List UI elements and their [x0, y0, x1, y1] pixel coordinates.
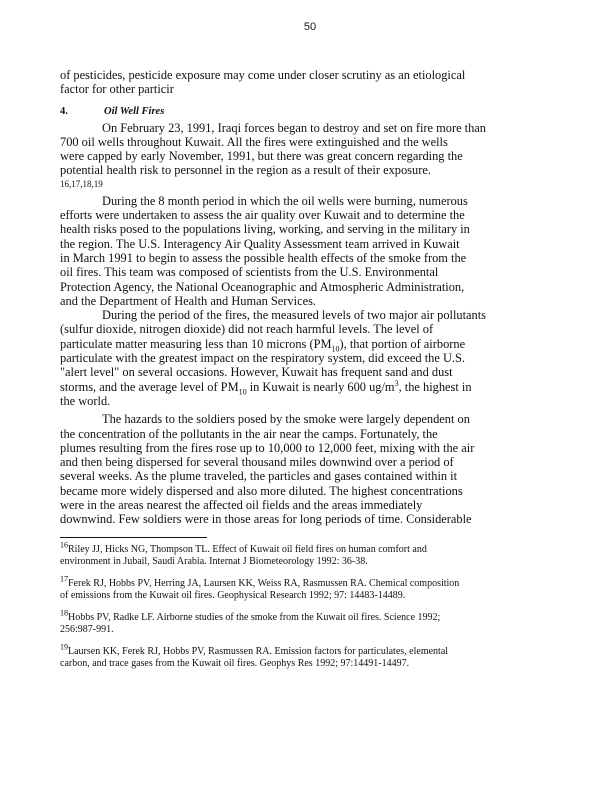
text-line — [60, 574, 560, 590]
paragraph-1 — [60, 121, 560, 190]
text-fragment: particulate matter measuring less than 10 microns (PM — [60, 336, 332, 351]
footnote-divider — [60, 537, 207, 538]
footnote-17 — [60, 574, 560, 602]
text-fragment: storms, and the average level of PM — [60, 379, 239, 394]
text-line: of emissions from the Kuwait oil fires. Geophysical Research 1992; 97: 14483-14489. — [60, 589, 406, 601]
text-line: were in the areas nearest the affected oil fields and the areas immediately — [60, 498, 423, 513]
text-line: and then being dispersed for several thousand miles downwind over a period of — [60, 455, 454, 470]
footnote-number: 16 — [60, 540, 68, 550]
text-line: (sulfur dioxide, nitrogen dioxide) did not reach harmful levels. The level of — [60, 322, 434, 337]
text-line: carbon, and trace gases from the Kuwait oil fires. Geophys Res 1992; 97:14491-14497. — [60, 657, 410, 669]
text-line: and the Department of Health and Human Services. — [60, 293, 316, 308]
text-line: The hazards to the soldiers posed by the smoke were largely dependent on — [102, 412, 470, 427]
text-line: 700 oil wells throughout Kuwait. All the fires were extinguished and the wells — [60, 134, 448, 149]
text-line: the region. The U.S. Interagency Air Quality Assessment team arrived in Kuwait — [60, 236, 460, 251]
text-fragment: in Kuwait is nearly 600 ug/m — [246, 379, 395, 394]
text-line: the world. — [60, 393, 111, 408]
text-line: particulate with the greatest impact on the respiratory system, did exceed the U.S. — [60, 351, 465, 366]
text-fragment: Hobbs PV, Radke LF. Airborne studies of the smoke from the Kuwait oil fires. Science 1992; — [68, 611, 441, 623]
text-line: of pesticides, pesticide exposure may come under closer scrutiny as an etiological — [60, 68, 466, 82]
paragraph-2 — [60, 194, 560, 308]
subscript: 10 — [331, 344, 340, 354]
text-fragment: ), that portion of airborne — [339, 336, 466, 351]
text-line: oil fires. This team was composed of scientists from the U.S. Environmental — [60, 265, 439, 280]
footnote-number: 18 — [60, 608, 68, 618]
text-line: factor for other particir — [60, 82, 174, 97]
text-line: in March 1991 to begin to assess the possible health effects of the smoke from the — [60, 250, 467, 265]
superscript: 3 — [394, 378, 399, 388]
text-line: several weeks. As the plume traveled, the particles and gases contained within it — [60, 469, 458, 484]
section-heading — [60, 105, 560, 119]
citation-refs: 16,17,18,19 — [60, 178, 103, 189]
text-line: "alert level" on several occasions. However, Kuwait has frequent sand and dust — [60, 365, 453, 380]
text-line — [60, 608, 560, 624]
footnote-16 — [60, 540, 560, 568]
text-line: During the period of the fires, the measured levels of two major air pollutants — [102, 308, 487, 323]
text-line: became more widely dispersed and also more diluted. The highest concentrations — [60, 483, 463, 498]
section-number: 4. — [60, 105, 68, 117]
section-title: Oil Well Fires — [104, 105, 165, 117]
footnote-number: 19 — [60, 642, 68, 652]
text-line: health risks posed to the populations living, working, and serving in the military in — [60, 222, 470, 237]
continuation-paragraph — [60, 68, 560, 97]
footnote-number: 17 — [60, 574, 68, 584]
text-fragment: Ferek RJ, Hobbs PV, Herring JA, Laursen KK, Weiss RA, Rasmussen RA. Chemical composition — [68, 577, 460, 589]
text-line: environment in Jubail, Saudi Arabia. Internat J Biometeorology 1992: 36-38. — [60, 555, 368, 567]
text-line: plumes resulting from the fires rose up to 10,000 to 12,000 feet, mixing with the air — [60, 440, 475, 455]
text-line — [60, 336, 560, 354]
text-line: Protection Agency, the National Oceanographic and Atmospheric Administration, — [60, 279, 465, 294]
footnote-18 — [60, 608, 560, 636]
text-line: During the 8 month period in which the oil wells were burning, numerous — [102, 193, 468, 208]
text-line — [60, 642, 560, 658]
text-line — [60, 378, 560, 397]
footnote-19 — [60, 642, 560, 670]
text-line: were capped by early November, 1991, but there was great concern regarding the — [60, 149, 463, 164]
text-fragment: Laursen KK, Ferek RJ, Hobbs PV, Rasmussen RA. Emission factors for particulates, elemental — [68, 645, 449, 657]
text-fragment: , the highest in — [398, 379, 472, 394]
text-line: 256:987-991. — [60, 623, 114, 635]
text-line: the concentration of the pollutants in the air near the camps. Fortunately, the — [60, 426, 438, 441]
paragraph-4 — [60, 412, 560, 526]
text-fragment: Riley JJ, Hicks NG, Thompson TL. Effect of Kuwait oil field fires on human comfort and — [68, 543, 427, 555]
paragraph-3 — [60, 308, 560, 408]
text-line — [60, 540, 560, 556]
page-number: 50 — [303, 21, 317, 33]
subscript: 10 — [238, 387, 247, 397]
text-line: On February 23, 1991, Iraqi forces began to destroy and set on fire more than — [102, 120, 486, 135]
text-line: efforts were undertaken to assess the air quality over Kuwait and to determine the — [60, 208, 465, 223]
text-line: potential health risk to personnel in the region as a result of their exposure. — [60, 163, 431, 178]
text-line: downwind. Few soldiers were in those areas for long periods of time. Considerable — [60, 512, 472, 527]
